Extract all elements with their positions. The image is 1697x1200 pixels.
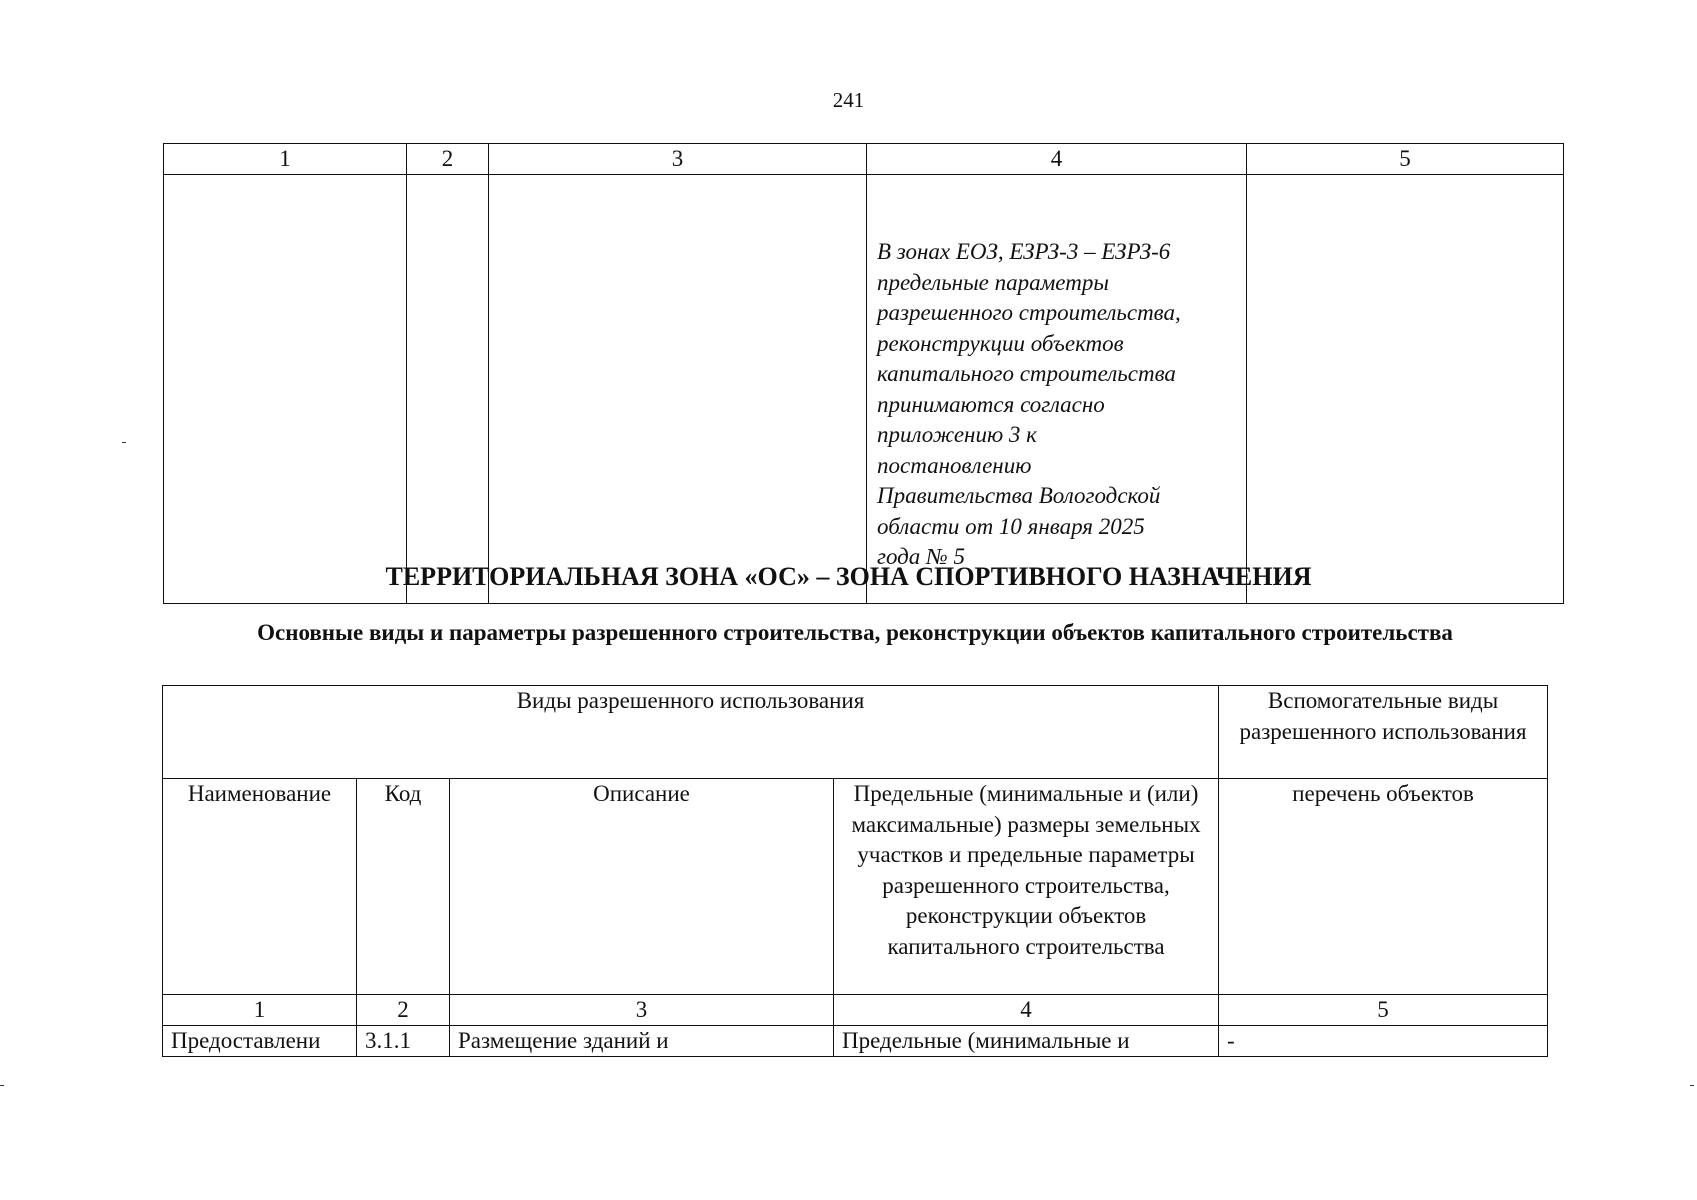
table-cell <box>164 175 407 604</box>
cell-description: Размещение зданий и <box>450 1026 834 1057</box>
scan-mark <box>122 442 126 443</box>
header-objects: перечень объектов <box>1219 779 1548 995</box>
column-number: 2 <box>407 144 489 175</box>
page-number: 241 <box>832 88 865 112</box>
header-code: Код <box>357 779 450 995</box>
table-row <box>164 175 1564 604</box>
column-number: 1 <box>163 995 357 1026</box>
column-number-row <box>163 995 1548 1026</box>
section-subtitle: Основные виды и параметры разрешенного строительства, реконструкции объектов капитального строительства <box>257 620 1453 645</box>
table-cell <box>1247 175 1564 604</box>
column-header-row <box>163 779 1548 995</box>
cell-limits: Предельные (минимальные и <box>834 1026 1219 1057</box>
continuation-table <box>163 143 1564 604</box>
scan-mark <box>0 1085 4 1086</box>
cell-code: 3.1.1 <box>357 1026 450 1057</box>
cell-name: Предоставлени <box>163 1026 357 1057</box>
column-number: 4 <box>867 144 1247 175</box>
table-cell <box>407 175 489 604</box>
group-header-row <box>163 686 1548 779</box>
permitted-use-table <box>162 685 1548 1057</box>
aux-header: Вспомогательные виды разрешенного использования <box>1219 686 1548 779</box>
table-header-row <box>164 144 1564 175</box>
header-limits: Предельные (минимальные и (или) максимальные) размеры земельных участков и предельные параметры разрешенного строительства, реконструкции объектов капитального строительства <box>834 779 1219 995</box>
group-header: Виды разрешенного использования <box>163 686 1219 779</box>
zone-title: ТЕРРИТОРИАЛЬНАЯ ЗОНА «ОС» – ЗОНА СПОРТИВНОГО НАЗНАЧЕНИЯ <box>385 562 1312 591</box>
column-number: 1 <box>164 144 407 175</box>
scan-mark <box>1690 1085 1694 1086</box>
column-number: 5 <box>1219 995 1548 1026</box>
zone-limits-note: В зонах ЕОЗ, ЕЗРЗ-3 – ЕЗРЗ-6 предельные параметры разрешенного строительства, реконструкции объектов капитального строительства принимаются согласно приложению 3 к постановлению Правительства Вологодской области от 10 января 2025 года № 5 <box>867 175 1247 604</box>
column-number: 3 <box>450 995 834 1026</box>
header-description: Описание <box>450 779 834 995</box>
column-number: 2 <box>357 995 450 1026</box>
column-number: 3 <box>489 144 867 175</box>
column-number: 5 <box>1247 144 1564 175</box>
cell-objects: - <box>1219 1026 1548 1057</box>
table-cell <box>489 175 867 604</box>
column-number: 4 <box>834 995 1219 1026</box>
header-name: Наименование <box>163 779 357 995</box>
table-row <box>163 1026 1548 1057</box>
